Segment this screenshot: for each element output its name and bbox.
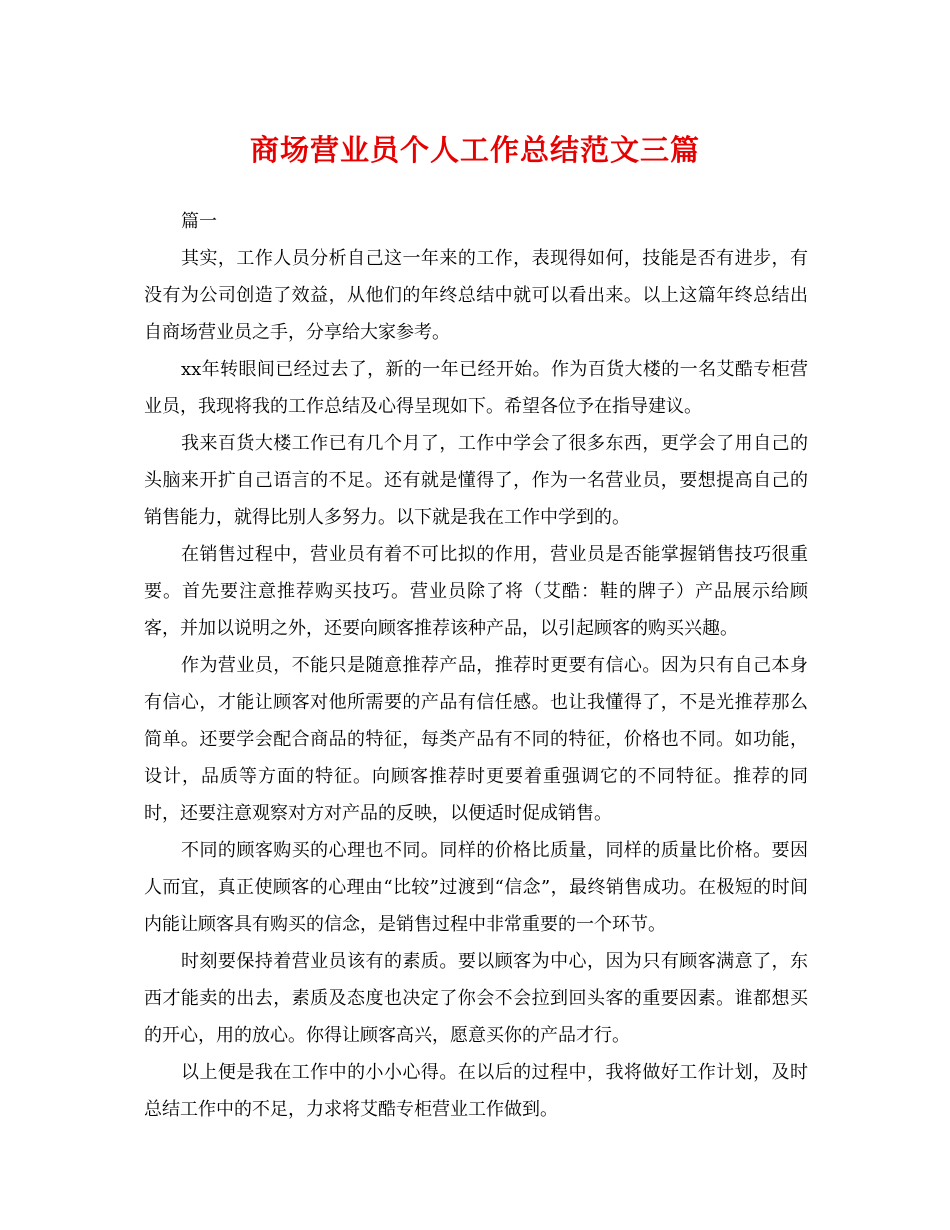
paragraph: 我来百货大楼工作已有几个月了，工作中学会了很多东西，更学会了用自己的头脑来开扩自己语言的不足。还有就是懂得了，作为一名营业员，要想提高自己的销售能力，就得比别人多努力。以下就是我在工作中学到的。 xyxy=(144,433,808,528)
paragraph: 作为营业员，不能只是随意推荐产品，推荐时更要有信心。因为只有自己本身有信心，才能让顾客对他所需要的产品有信任感。也让我懂得了，不是光推荐那么简单。还要学会配合商品的特征，每类产品有不同的特征，价格也不同。如功能，设计，品质等方面的特征。向顾客推荐时更要着重强调它的不同特征。推荐的同时，还要注意观察对方对产品的反映，以便适时促成销售。 xyxy=(144,655,808,824)
section-label: 篇一 xyxy=(181,211,217,232)
paragraph: 在销售过程中，营业员有着不可比拟的作用，营业员是否能掌握销售技巧很重要。首先要注意推荐购买技巧。营业员除了将（艾酷：鞋的牌子）产品展示给顾客，并加以说明之外，还要向顾客推荐该种产品，以引起顾客的购买兴趣。 xyxy=(144,544,808,639)
paragraph: 不同的顾客购买的心理也不同。同样的价格比质量，同样的质量比价格。要因人而宜，真正使顾客的心理由“比较”过渡到“信念”，最终销售成功。在极短的时间内能让顾客具有购买的信念，是销售过程中非常重要的一个环节。 xyxy=(144,840,808,935)
paragraph: 时刻要保持着营业员该有的素质。要以顾客为中心，因为只有顾客满意了，东西才能卖的出去，素质及态度也决定了你会不会拉到回头客的重要因素。谁都想买的开心，用的放心。你得让顾客高兴，愿意买你的产品才行。 xyxy=(144,951,808,1046)
document-body xyxy=(144,203,808,1128)
document-title: 商场营业员个人工作总结范文三篇 xyxy=(249,133,700,167)
paragraph: 以上便是我在工作中的小小心得。在以后的过程中，我将做好工作计划，及时总结工作中的不足，力求将艾酷专柜营业工作做到。 xyxy=(144,1062,808,1120)
paragraph: 其实，工作人员分析自己这一年来的工作，表现得如何，技能是否有进步，有没有为公司创造了效益，从他们的年终总结中就可以看出来。以上这篇年终总结出自商场营业员之手，分享给大家参考。 xyxy=(144,248,808,343)
paragraph: xx年转眼间已经过去了，新的一年已经开始。作为百货大楼的一名艾酷专柜营业员，我现将我的工作总结及心得呈现如下。希望各位予在指导建议。 xyxy=(144,359,808,417)
